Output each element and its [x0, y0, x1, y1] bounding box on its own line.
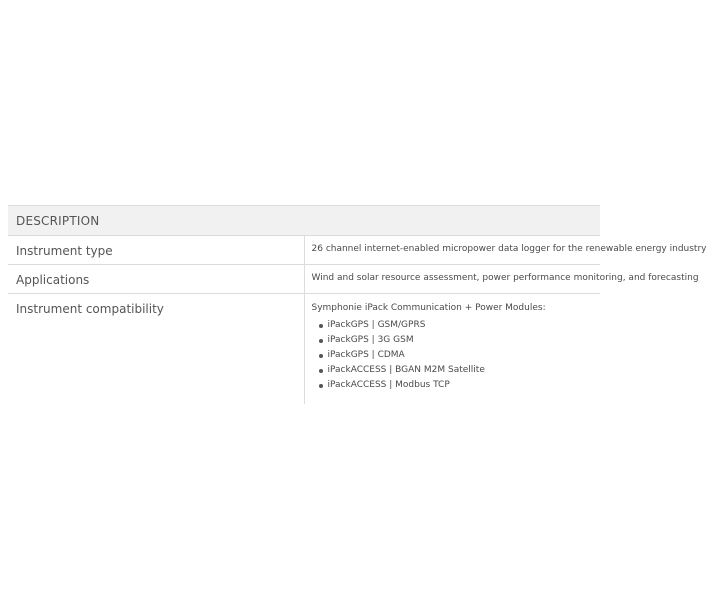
table-row-applications [8, 265, 600, 294]
row-label-instrument-compatibility: Instrument compatibility [16, 302, 164, 316]
module-list [312, 318, 601, 393]
section-header-description: DESCRIPTION [8, 206, 600, 236]
row-label-applications: Applications [8, 265, 304, 294]
list-item: iPackGPS | GSM/GPRS [328, 318, 601, 333]
table-row-instrument-type [8, 236, 600, 265]
compatibility-intro: Symphonie iPack Communication + Power Modules: [311, 303, 546, 313]
list-item: iPackGPS | 3G GSM [328, 333, 601, 348]
row-value-applications: Wind and solar resource assessment, power performance monitoring, and forecasting [304, 265, 600, 294]
list-item: iPackACCESS | Modbus TCP [328, 378, 601, 393]
row-value-instrument-type: 26 channel internet-enabled micropower data logger for the renewable energy industry [304, 236, 600, 265]
list-item: iPackACCESS | BGAN M2M Satellite [328, 363, 601, 378]
table-header-row [8, 206, 600, 236]
specifications-table [8, 205, 707, 404]
table-row-instrument-compatibility [8, 294, 600, 404]
row-value-instrument-compatibility [304, 294, 600, 404]
row-label-instrument-type: Instrument type [8, 236, 304, 265]
list-item: iPackGPS | CDMA [328, 348, 601, 363]
